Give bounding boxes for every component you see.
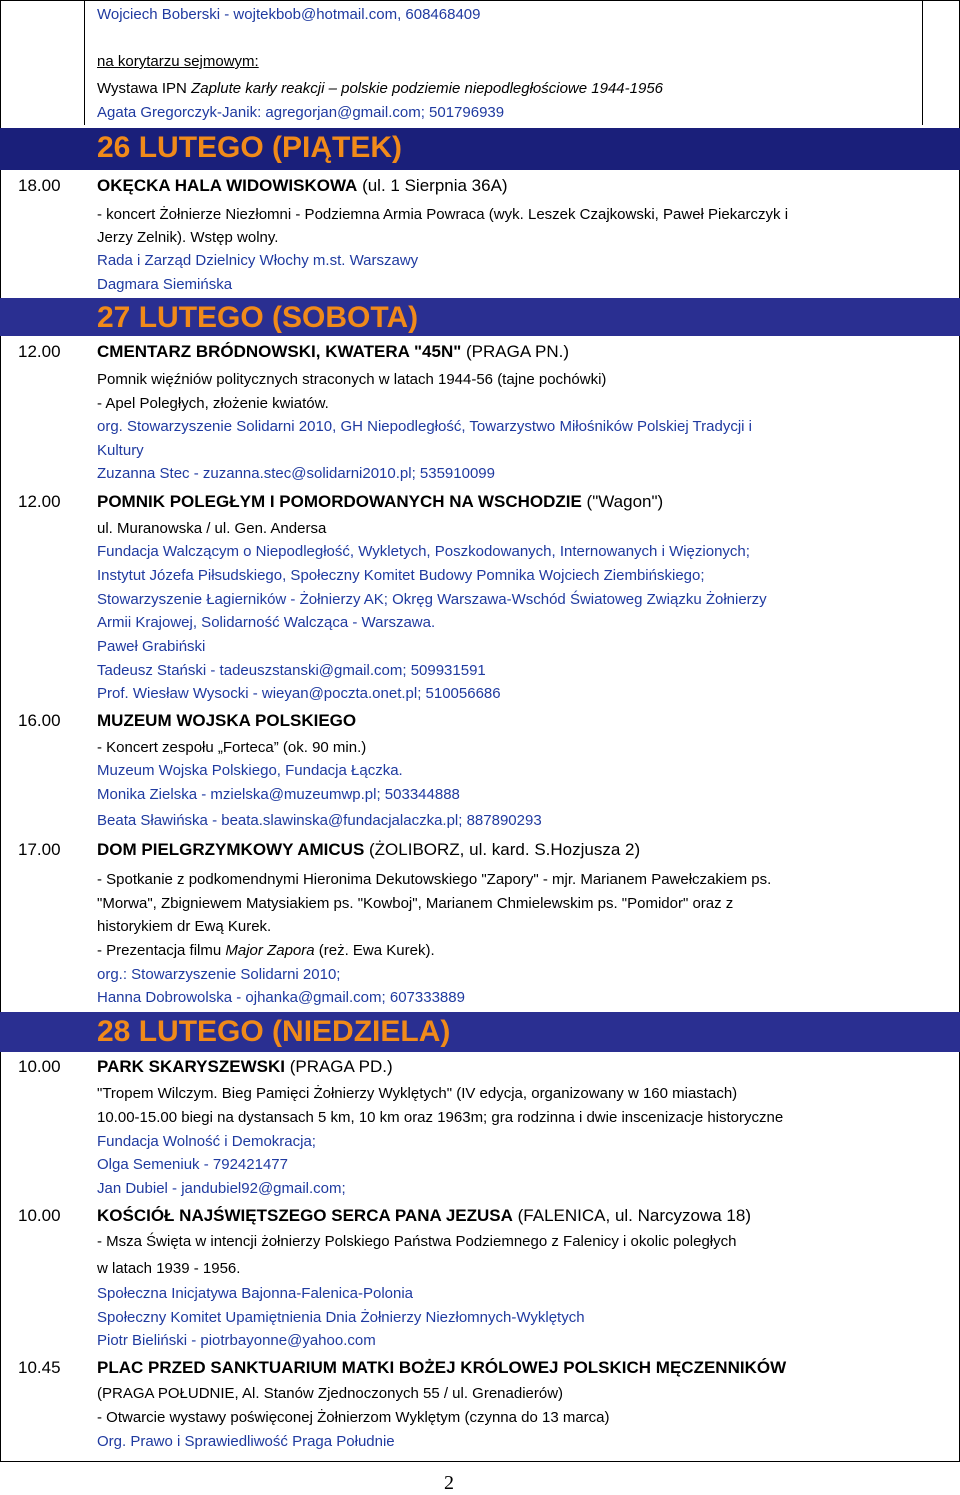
event-line: 10.00-15.00 biegi na dystansach 5 km, 10 km oraz 1963m; gra rodzinna i dwie inscenizacje historyczne xyxy=(97,1109,784,1126)
organizer-line: Stowarzyszenie Łagierników - Żołnierzy AK; Okręg Warszawa-Wschód Światoweg Związku Żołnierzy xyxy=(97,591,767,608)
contact-line: Piotr Bieliński - piotrbayonne@yahoo.com xyxy=(97,1332,376,1349)
day-banner: 26 LUTEGO (PIĄTEK) xyxy=(0,128,960,170)
contact-line: Jan Dubiel - jandubiel92@gmail.com; xyxy=(97,1180,346,1197)
day-banner: 28 LUTEGO (NIEDZIELA) xyxy=(0,1012,960,1052)
contact-line: Dagmara Siemińska xyxy=(97,276,233,293)
contact-line: Hanna Dobrowolska - ojhanka@gmail.com; 607333889 xyxy=(97,989,465,1006)
contact-line: Beata Sławińska - beata.slawinska@fundacjalaczka.pl; 887890293 xyxy=(97,812,542,829)
event-line: Pomnik więźniów politycznych straconych w latach 1944-56 (tajne pochówki) xyxy=(97,371,607,388)
event-line: - Otwarcie wystawy poświęconej Żołnierzom Wyklętym (czynna do 13 marca) xyxy=(97,1409,610,1426)
organizer-line: Armii Krajowej, Solidarność Walcząca - Warszawa. xyxy=(97,614,436,631)
event-line: "Morwa", Zbigniewem Matysiakiem ps. "Kowboj", Marianem Chmielewskim ps. "Pomidor" oraz z xyxy=(97,895,734,912)
event-line: - Prezentacja filmu Major Zapora (reż. Ewa Kurek). xyxy=(97,942,435,959)
event-line: - koncert Żołnierze Niezłomni - Podziemna Armia Powraca (wyk. Leszek Czajkowski, Paweł Piekarczyk i xyxy=(97,206,789,223)
event-title: PLAC PRZED SANKTUARIUM MATKI BOŻEJ KRÓLOWEJ POLSKICH MĘCZENNIKÓW xyxy=(97,1358,787,1377)
exhibition-line: Wystawa IPN Zaplute karły reakcji – polskie podziemie niepodległościowe 1944-1956 xyxy=(97,80,664,97)
event-line: historykiem dr Ewą Kurek. xyxy=(97,918,272,935)
event-time: 18.00 xyxy=(18,176,61,195)
contact-line: Olga Semeniuk - 792421477 xyxy=(97,1156,288,1173)
organizer-line: org.: Stowarzyszenie Solidarni 2010; xyxy=(97,966,341,983)
organizer-line: Społeczny Komitet Upamiętnienia Dnia Żołnierzy Niezłomnych-Wyklętych xyxy=(97,1309,585,1326)
contact-line: Tadeusz Stański - tadeuszstanski@gmail.com; 509931591 xyxy=(97,662,486,679)
organizer-line: Kultury xyxy=(97,442,144,459)
contact-line: Zuzanna Stec - zuzanna.stec@solidarni2010.pl; 535910099 xyxy=(97,465,495,482)
event-line: (PRAGA POŁUDNIE, Al. Stanów Zjednoczonych 55 / ul. Grenadierów) xyxy=(97,1385,564,1402)
event-line: "Tropem Wilczym. Bieg Pamięci Żołnierzy Wyklętych" (IV edycja, organizowany w 160 miastach) xyxy=(97,1085,738,1102)
event-title: POMNIK POLEGŁYM I POMORDOWANYCH NA WSCHODZIE ("Wagon") xyxy=(97,492,664,511)
page-number: 2 xyxy=(444,1472,454,1494)
day-banner: 27 LUTEGO (SOBOTA) xyxy=(0,298,960,336)
contact-line: Agata Gregorczyk-Janik: agregorjan@gmail.com; 501796939 xyxy=(97,104,505,121)
event-line: - Koncert zespołu „Forteca” (ok. 90 min.) xyxy=(97,739,367,756)
event-time: 17.00 xyxy=(18,840,61,859)
event-line: Jerzy Zelnik). Wstęp wolny. xyxy=(97,229,279,246)
contact-line: Prof. Wiesław Wysocki - wieyan@poczta.onet.pl; 510056686 xyxy=(97,685,501,702)
column-divider-left xyxy=(84,0,85,125)
location-line: na korytarzu sejmowym: xyxy=(97,53,259,70)
contact-line: Monika Zielska - mzielska@muzeumwp.pl; 503344888 xyxy=(97,786,460,803)
organizer-line: Org. Prawo i Sprawiedliwość Praga Południe xyxy=(97,1433,395,1450)
event-time: 10.00 xyxy=(18,1057,61,1076)
event-line: ul. Muranowska / ul. Gen. Andersa xyxy=(97,520,327,537)
event-title: PARK SKARYSZEWSKI (PRAGA PD.) xyxy=(97,1057,393,1076)
organizer-line: Rada i Zarząd Dzielnicy Włochy m.st. Warszawy xyxy=(97,252,419,269)
organizer-line: Społeczna Inicjatywa Bajonna-Falenica-Polonia xyxy=(97,1285,414,1302)
event-title: DOM PIELGRZYMKOWY AMICUS (ŻOLIBORZ, ul. kard. S.Hozjusza 2) xyxy=(97,840,641,859)
organizer-line: org. Stowarzyszenie Solidarni 2010, GH Niepodległość, Towarzystwo Miłośników Polskiej Tradycji i xyxy=(97,418,752,435)
organizer-line: Muzeum Wojska Polskiego, Fundacja Łączka. xyxy=(97,762,403,779)
event-line: w latach 1939 - 1956. xyxy=(97,1260,241,1277)
event-time: 12.00 xyxy=(18,342,61,361)
event-title: OKĘCKA HALA WIDOWISKOWA (ul. 1 Sierpnia 36A) xyxy=(97,176,508,195)
event-title: KOŚCIÓŁ NAJŚWIĘTSZEGO SERCA PANA JEZUSA (FALENICA, ul. Narcyzowa 18) xyxy=(97,1206,751,1225)
contact-line: Wojciech Boberski - wojtekbob@hotmail.com, 608468409 xyxy=(97,6,481,23)
event-time: 16.00 xyxy=(18,711,61,730)
organizer-line: Instytut Józefa Piłsudskiego, Społeczny Komitet Budowy Pomnika Wojciech Ziembińskiego; xyxy=(97,567,705,584)
event-title: MUZEUM WOJSKA POLSKIEGO xyxy=(97,711,357,730)
event-line: - Spotkanie z podkomendnymi Hieronima Dekutowskiego "Zapory" - mjr. Marianem Pawełczakiem ps. xyxy=(97,871,772,888)
column-divider-right xyxy=(922,0,923,125)
event-line: - Msza Święta w intencji żołnierzy Polskiego Państwa Podziemnego z Falenicy i okolic poległych xyxy=(97,1233,737,1250)
organizer-line: Fundacja Walczącym o Niepodległość, Wykletych, Poszkodowanych, Internowanych i Więzionych; xyxy=(97,543,750,560)
event-time: 12.00 xyxy=(18,492,61,511)
event-title: CMENTARZ BRÓDNOWSKI, KWATERA "45N" (PRAGA PN.) xyxy=(97,342,569,361)
event-time: 10.00 xyxy=(18,1206,61,1225)
event-time: 10.45 xyxy=(18,1358,61,1377)
organizer-line: Fundacja Wolność i Demokracja; xyxy=(97,1133,316,1150)
event-line: - Apel Poległych, złożenie kwiatów. xyxy=(97,395,329,412)
contact-line: Paweł Grabiński xyxy=(97,638,206,655)
